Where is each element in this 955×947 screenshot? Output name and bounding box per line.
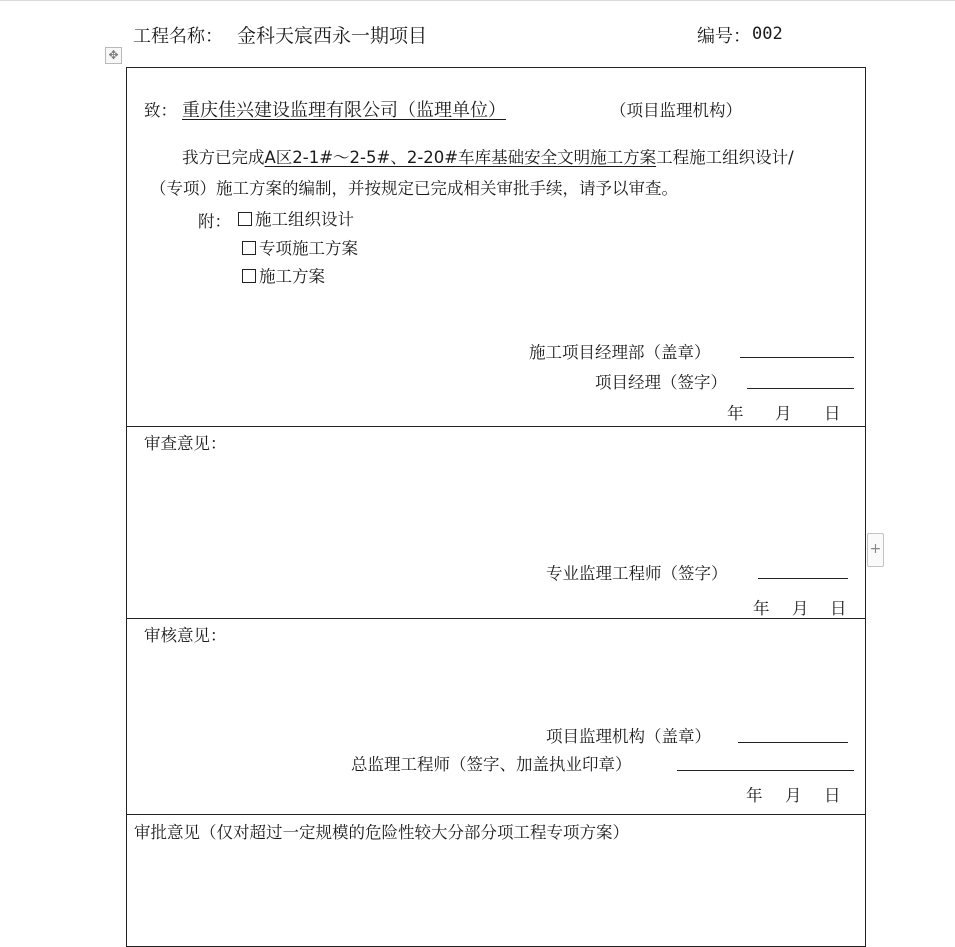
attachment-item[interactable] <box>242 235 358 259</box>
attachment-item[interactable] <box>238 206 354 230</box>
chief-engineer-label: 总监理工程师（签字、加盖执业印章） <box>351 755 632 774</box>
number-value: 002 <box>752 24 783 44</box>
sign-line <box>677 770 854 771</box>
project-label: 工程名称： <box>133 26 223 47</box>
checkbox-icon[interactable] <box>242 269 256 283</box>
attachment-label: 施工方案 <box>259 267 325 286</box>
plan-name: A区2-1#～2-5#、2-20#车库基础安全文明施工方案 <box>264 148 657 167</box>
attachment-label: 专项施工方案 <box>259 239 358 258</box>
to-label: 致： <box>144 101 177 120</box>
body-line-1 <box>182 144 794 168</box>
sign-line <box>738 742 848 743</box>
plus-icon[interactable]: + <box>867 533 884 567</box>
attachment-item[interactable] <box>242 263 325 287</box>
date-day: 日 <box>824 786 841 805</box>
to-suffix: （项目监理机构） <box>610 101 742 120</box>
approval-opinion-title: 审批意见（仅对超过一定规模的危险性较大分部分项工程专项方案） <box>134 823 629 842</box>
move-icon[interactable]: ✥ <box>105 47 122 64</box>
audit-opinion-title: 审核意见： <box>144 626 227 645</box>
supervision-org-label: 项目监理机构（盖章） <box>546 727 711 746</box>
date-month: 月 <box>785 786 802 805</box>
sign-dept-label: 施工项目经理部（盖章） <box>529 343 711 362</box>
section-divider <box>126 814 866 815</box>
body-pre: 我方已完成 <box>182 148 265 167</box>
body-post: 工程施工组织设计/ <box>656 148 794 167</box>
top-border <box>0 0 955 1</box>
date-year: 年 <box>746 786 763 805</box>
sign-manager-label: 项目经理（签字） <box>595 373 727 392</box>
to-unit: 重庆佳兴建设监理有限公司（监理单位） <box>182 100 506 121</box>
sign-line <box>758 578 848 579</box>
date-month: 月 <box>792 599 809 618</box>
attachment-label: 施工组织设计 <box>255 210 354 229</box>
date-month: 月 <box>775 404 792 423</box>
date-day: 日 <box>824 404 841 423</box>
checkbox-icon[interactable] <box>242 241 256 255</box>
checkbox-icon[interactable] <box>238 212 252 226</box>
body-line-2: （专项）施工方案的编制，并按规定已完成相关审批手续，请予以审查。 <box>150 179 678 198</box>
engineer-sign-label: 专业监理工程师（签字） <box>546 564 728 583</box>
number-label: 编号： <box>697 26 751 47</box>
approval-form-table <box>126 67 866 947</box>
sign-line <box>747 388 854 389</box>
attach-label: 附： <box>198 212 231 231</box>
sign-line <box>740 357 854 358</box>
date-year: 年 <box>753 599 770 618</box>
date-day: 日 <box>830 599 847 618</box>
review-opinion-title: 审查意见： <box>144 434 227 453</box>
project-name: 金科天宸西永一期项目 <box>237 25 428 47</box>
date-year: 年 <box>727 404 744 423</box>
section-divider <box>126 426 866 427</box>
